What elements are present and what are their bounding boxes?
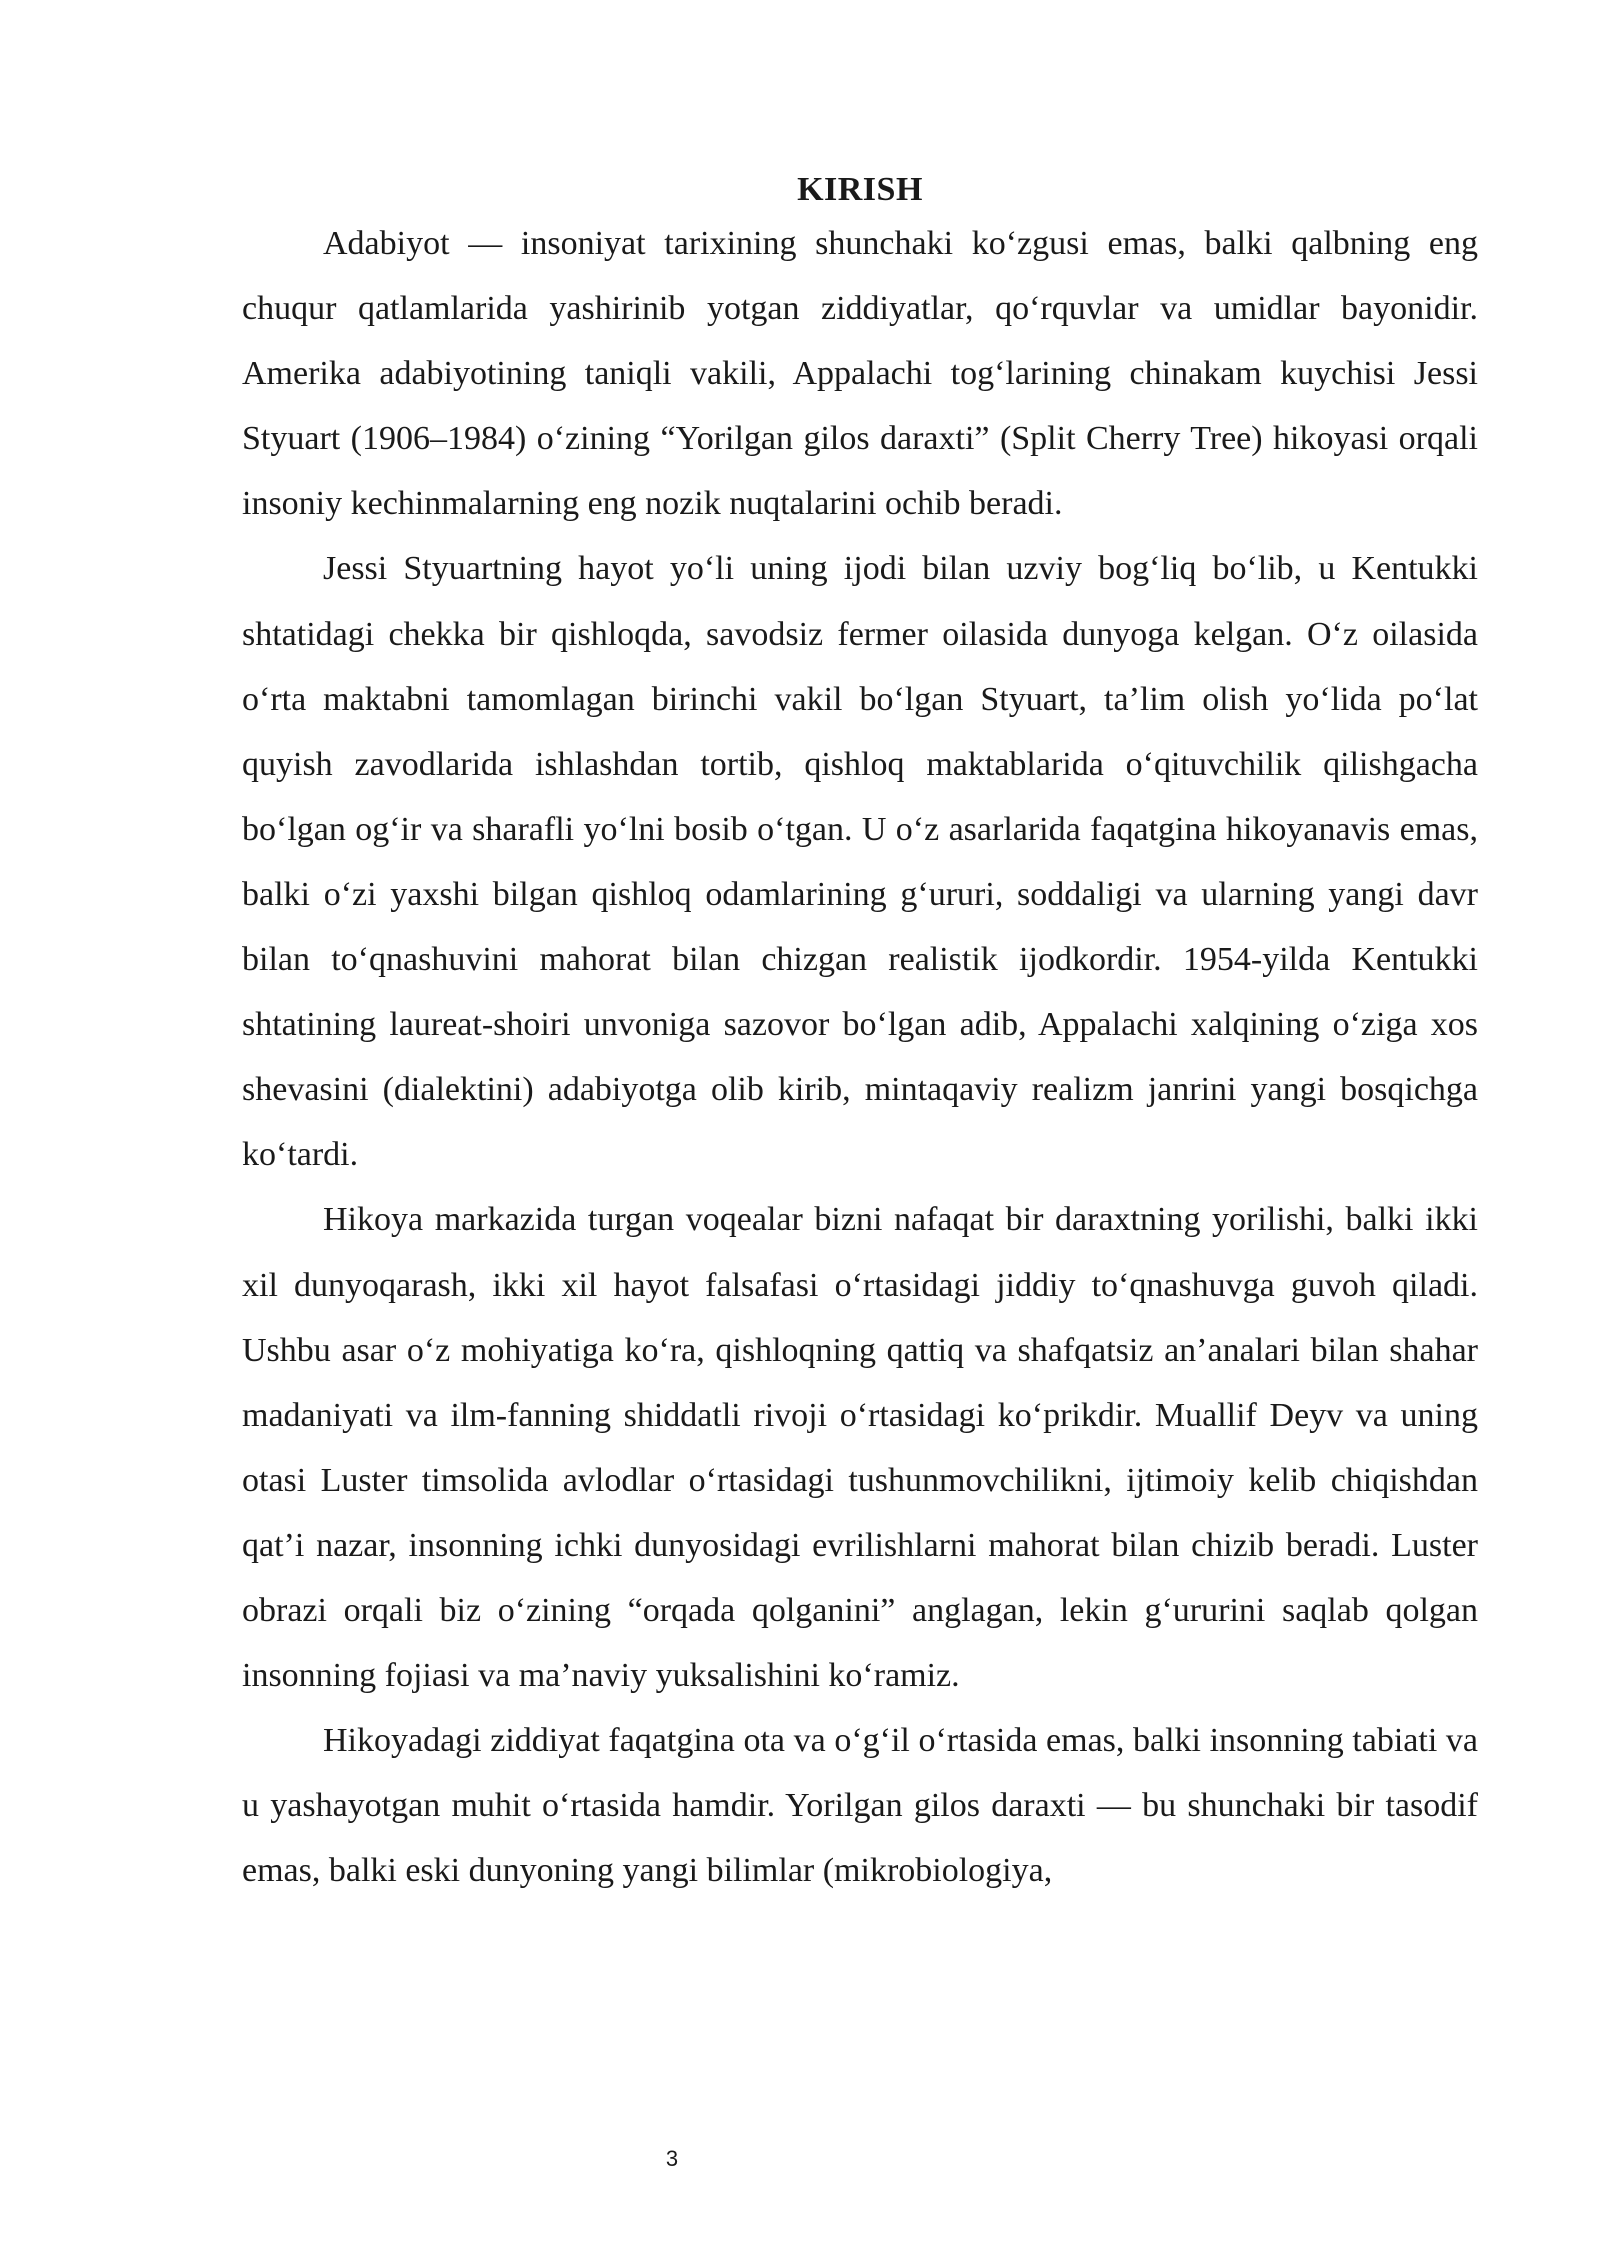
paragraph-conflict: Hikoyadagi ziddiyat faqatgina ota va o‘g‘il o‘rtasida emas, balki insonning tabiati va u yashayotgan muhit o‘rtasida hamdir. Yorilgan gilos daraxti — bu shunchaki bir tasodif emas, balki eski dunyoning yangi bilimlar (mikrobiologiya, xyxy=(242,1722,1478,1890)
paragraph-biography: Jessi Styuartning hayot yo‘li uning ijodi bilan uzviy bog‘liq bo‘lib, u Kentukki shtatidagi chekka bir qishloqda, savodsiz fermer oilasida dunyoga kelgan. O‘z oilasida o‘rta maktabni tamomlagan birinchi vakil bo‘lgan Styuart, ta’lim olish yo‘lida po‘lat quyish zavodlarida ishlashdan tortib, qishloq maktablarida o‘qituvchilik qilishgacha bo‘lgan og‘ir va sharafli yo‘lni bosib o‘tgan. U o‘z asarlarida faqatgina hikoyanavis emas, balki o‘zi yaxshi bilgan qishloq odamlarining g‘ururi, soddaligi va ularning yangi davr bilan to‘qnashuvini mahorat bilan chizgan realistik ijodkordir. 1954-yilda Kentukki shtatining laureat-shoiri unvoniga sazovor bo‘lgan adib, Appalachi xalqining o‘ziga xos shevasini (dialektini) adabiyotga olib kirib, mintaqaviy realizm janrini yangi bosqichga ko‘tardi. xyxy=(242,550,1478,1174)
paragraph-story-center: Hikoya markazida turgan voqealar bizni nafaqat bir daraxtning yorilishi, balki ikki xil dunyoqarash, ikki xil hayot falsafasi o‘rtasidagi jiddiy to‘qnashuvga guvoh qiladi. Ushbu asar o‘z mohiyatiga ko‘ra, qishloqning qattiq va shafqatsiz an’analari bilan shahar madaniyati va ilm-fanning shiddatli rivoji o‘rtasidagi ko‘prikdir. Muallif Deyv va uning otasi Luster timsolida avlodlar o‘rtasidagi tushunmovchilikni, ijtimoiy kelib chiqishdan qat’i nazar, insonning ichki dunyosidagi evrilishlarni mahorat bilan chizib beradi. Luster obrazi orqali biz o‘zining “orqada qolganini” anglagan, lekin g‘ururini saqlab qolgan insonning fojiasi va ma’naviy yuksalishini ko‘ramiz. xyxy=(242,1201,1478,1695)
section-title: KIRISH xyxy=(797,171,923,208)
page-number: 3 xyxy=(665,2146,679,2171)
page-body xyxy=(242,166,1478,1903)
paragraph-intro: Adabiyot — insoniyat tarixining shunchaki ko‘zgusi emas, balki qalbning eng chuqur qatlamlarida yashirinib yotgan ziddiyatlar, qo‘rquvlar va umidlar bayonidir. Amerika adabiyotining taniqli vakili, Appalachi tog‘larining chinakam kuychisi Jessi Styuart (1906–1984) o‘zining “Yorilgan gilos daraxti” (Split Cherry Tree) hikoyasi orqali insoniy kechinmalarning eng nozik nuqtalarini ochib beradi. xyxy=(242,225,1478,523)
